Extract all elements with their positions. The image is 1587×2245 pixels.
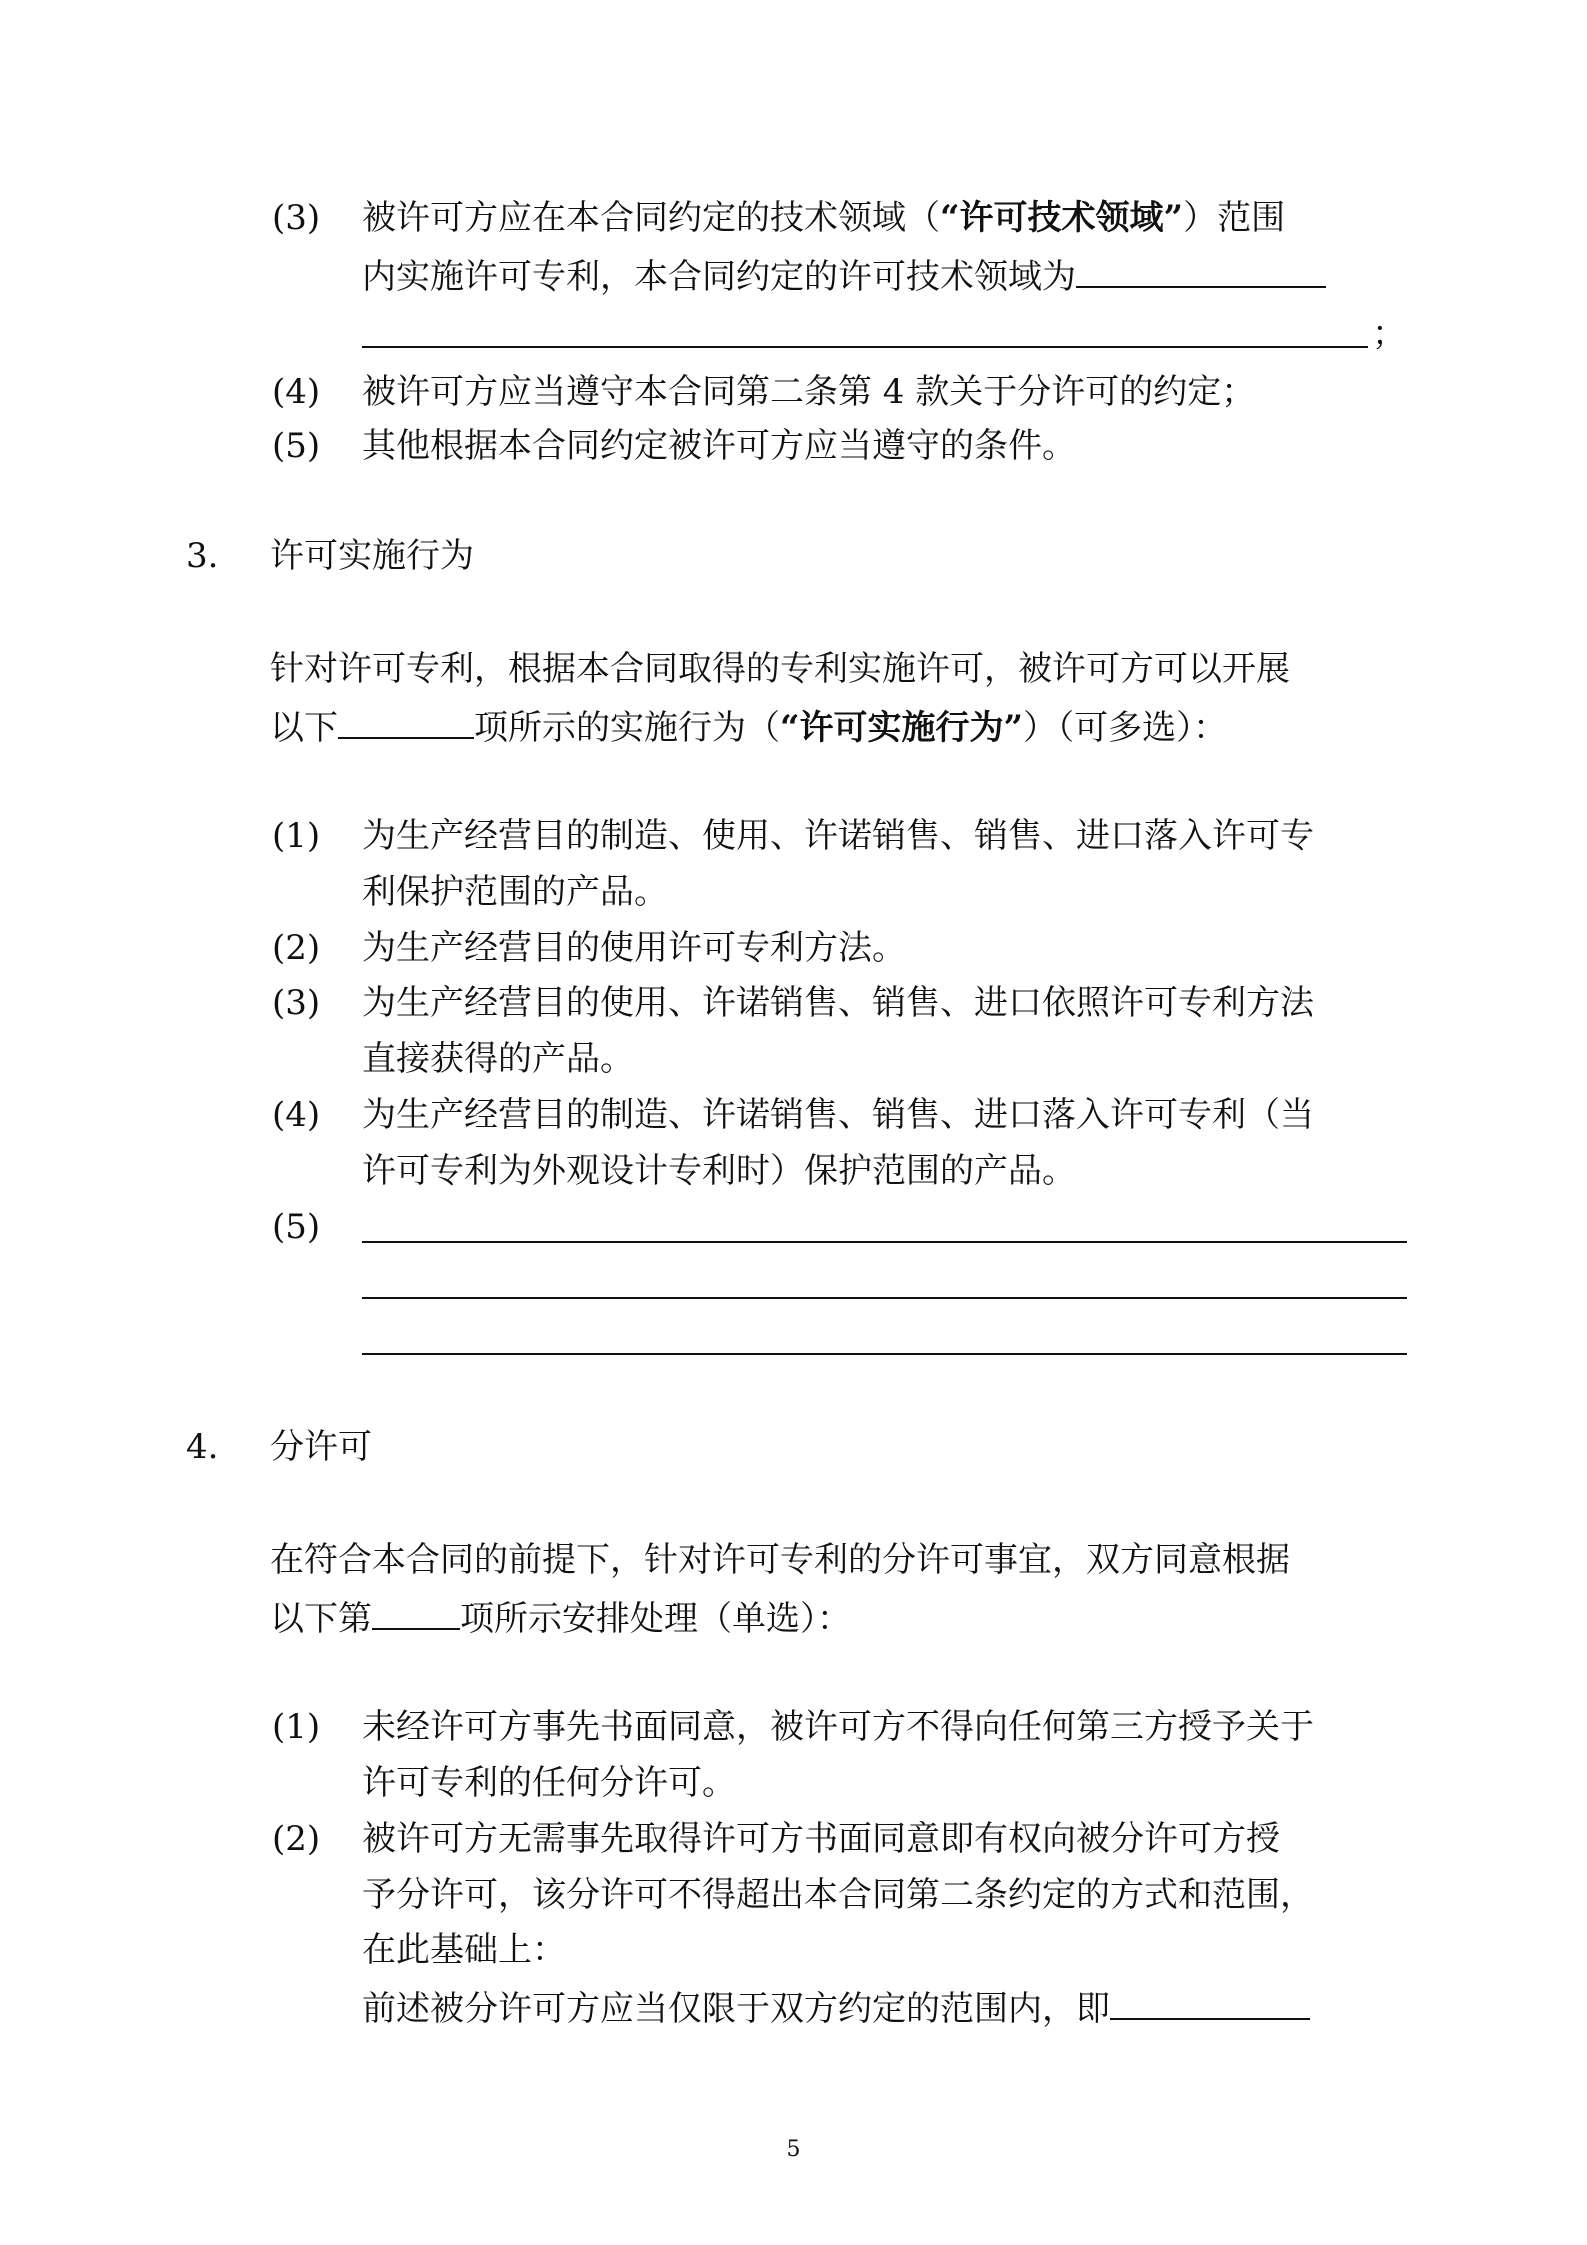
paragraph-text: 在符合本合同的前提下，针对许可专利的分许可事宜，双方同意根据 — [270, 1540, 1290, 1580]
page-number: 5 — [786, 2137, 801, 2162]
item-text: 未经许可方事先书面同意，被许可方不得向任何第三方授予关于 — [362, 1707, 1314, 1747]
item-text: 予分许可，该分许可不得超出本合同第二条约定的方式和范围， — [362, 1875, 1314, 1915]
item-text: 为生产经营目的制造、许诺销售、销售、进口落入许可专利（当 — [362, 1095, 1314, 1135]
item-number: (5) — [272, 426, 321, 466]
item-text: 利保护范围的产品。 — [362, 872, 668, 912]
item-text: 被许可方无需事先取得许可方书面同意即有权向被分许可方授 — [362, 1819, 1280, 1859]
fill-blank-item-numbers[interactable] — [338, 697, 474, 739]
semicolon: ； — [1372, 314, 1406, 354]
item-text: 许可专利为外观设计专利时）保护范围的产品。 — [362, 1151, 1076, 1191]
defined-term: “许可实施行为” — [780, 708, 1024, 748]
item-text: 直接获得的产品。 — [362, 1039, 634, 1079]
item-number: (3) — [272, 198, 321, 238]
paragraph-text: 针对许可专利，根据本合同取得的专利实施许可，被许可方可以开展 — [270, 649, 1290, 689]
section-number: 3. — [186, 536, 219, 576]
fill-blank-item-number[interactable] — [372, 1588, 460, 1630]
item-text: 为生产经营目的制造、使用、许诺销售、销售、进口落入许可专 — [362, 816, 1314, 856]
item-text: 许可专利的任何分许可。 — [362, 1763, 736, 1803]
item-text: 被许可方应在本合同约定的技术领域（ — [362, 198, 940, 238]
fill-blank-line[interactable] — [362, 346, 1368, 348]
item-number: (4) — [272, 372, 321, 412]
paragraph-text: 以下第 — [270, 1599, 372, 1639]
fill-blank-line[interactable] — [362, 1353, 1407, 1355]
item-text: 被许可方应当遵守本合同第二条第 4 款关于分许可的约定； — [362, 372, 1256, 412]
item-text: ）范围 — [1183, 198, 1286, 238]
fill-blank-scope[interactable] — [1110, 1978, 1310, 2020]
item-number: (5) — [272, 1207, 321, 1247]
item-text: 为生产经营目的使用许可专利方法。 — [362, 928, 906, 968]
item-number: (1) — [272, 1707, 321, 1747]
item-text: 为生产经营目的使用、许诺销售、销售、进口依照许可专利方法 — [362, 983, 1314, 1023]
defined-term: “许可技术领域” — [940, 198, 1184, 238]
paragraph-text: 项所示安排处理（单选）： — [460, 1599, 851, 1639]
item-number: (1) — [272, 816, 321, 856]
fill-blank-line[interactable] — [362, 1241, 1407, 1243]
item-number: (3) — [272, 983, 321, 1023]
item-text: 内实施许可专利，本合同约定的许可技术领域为 — [362, 257, 1076, 297]
section-number: 4. — [186, 1427, 219, 1467]
item-text: 前述被分许可方应当仅限于双方约定的范围内，即 — [362, 1989, 1110, 2029]
paragraph-text: 项所示的实施行为（ — [474, 708, 780, 748]
paragraph-text: 以下 — [270, 708, 338, 748]
fill-blank-field-of-technology[interactable] — [1076, 246, 1326, 288]
item-number: (4) — [272, 1095, 321, 1135]
fill-blank-line[interactable] — [362, 1297, 1407, 1299]
paragraph-text: ）（可多选）： — [1023, 708, 1228, 748]
section-title: 分许可 — [270, 1427, 372, 1467]
item-number: (2) — [272, 928, 321, 968]
section-title: 许可实施行为 — [270, 536, 474, 576]
item-number: (2) — [272, 1819, 321, 1859]
item-text: 在此基础上： — [362, 1930, 566, 1970]
item-text: 其他根据本合同约定被许可方应当遵守的条件。 — [362, 426, 1076, 466]
